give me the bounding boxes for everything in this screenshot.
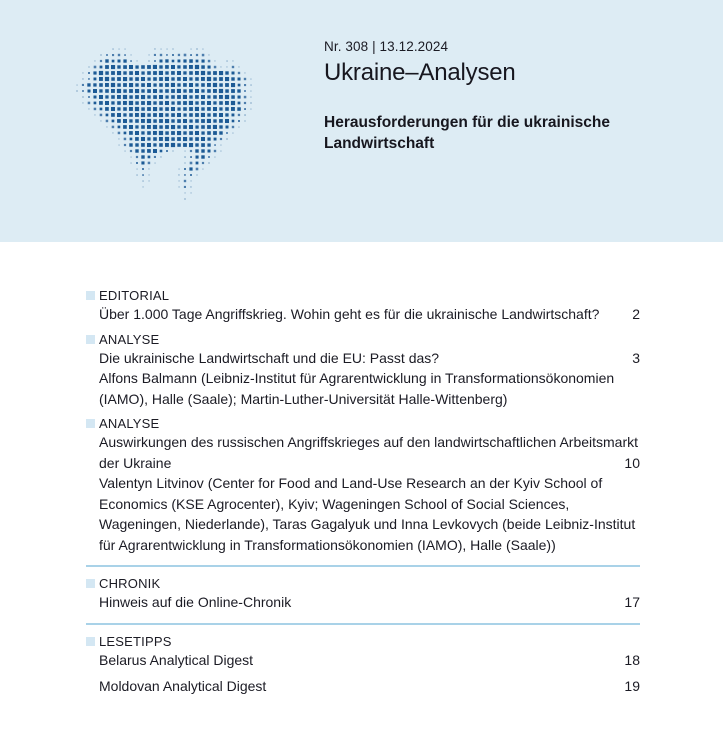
toc-entry[interactable] [0,304,723,325]
toc-entry-page-number: 19 [624,678,640,694]
toc-section-kicker [86,633,640,650]
square-bullet-icon [86,335,95,344]
toc-entry[interactable] [0,348,723,410]
publication-title: Ukraine–Analysen [324,59,516,86]
toc-entry[interactable] [86,592,640,613]
square-bullet-icon [86,291,95,300]
toc-entry[interactable] [0,432,723,555]
toc-section-kicker [0,415,723,432]
toc-entry-page-number: 17 [624,594,640,610]
toc-section-kicker [86,575,640,592]
publication-subtitle: Herausforderungen für die ukrainische Landwirtschaft [324,114,610,152]
square-bullet-icon [86,579,95,588]
square-bullet-icon [86,419,95,428]
table-of-contents [0,242,723,697]
toc-entry-page-number: 10 [624,454,640,471]
toc-entry[interactable] [86,650,640,671]
toc-entry-title[interactable]: Belarus Analytical Digest [99,651,254,668]
toc-section [86,623,640,697]
issue-line: Nr. 308 | 13.12.2024 [324,39,449,54]
toc-entry-page-number: 18 [624,651,640,668]
toc-entry-title[interactable]: Über 1.000 Tage Angriffskrieg. Wohin geht es für die ukrainische Landwirtschaft? [99,306,600,322]
toc-section-kicker-label: ANALYSE [99,416,160,431]
toc-section-kicker-label: CHRONIK [99,576,161,591]
toc-section [0,415,723,555]
square-bullet-icon [86,637,95,646]
toc-entry-title[interactable]: Die ukrainische Landwirtschaft und die EU: Passt das? [99,349,440,366]
toc-section [86,565,640,613]
toc-section-kicker-label: LESETIPPS [99,633,172,649]
ukraine-halftone-map-icon [72,42,252,202]
toc-entry-authors: Valentyn Litvinov (Center for Food and Land-Use Research an der Kyiv School of Economics (KSE Agrocenter), Kyiv; Wageningen School of Social Sciences, Wageningen, Niederlande), Taras Gagalyuk und Inna Levkovych (beide Leibniz-Institut für Agrarentwicklung in Transformationsökonomien (IAMO), Halle (Saale)) [99,475,636,553]
toc-section-kicker-label: ANALYSE [99,331,160,347]
masthead-text-block [324,38,654,154]
masthead-header [0,0,723,242]
toc-section-kicker [0,331,723,348]
toc-entry-title[interactable]: Auswirkungen des russischen Angriffskrieges auf den landwirtschaftlichen Arbeitsmarkt der Ukraine [99,434,639,471]
toc-section [0,331,723,410]
toc-entry-page-number: 3 [632,349,640,366]
toc-entry-title[interactable]: Hinweis auf die Online-Chronik [99,594,292,610]
toc-entry-title[interactable]: Moldovan Analytical Digest [99,678,267,694]
toc-section [0,287,723,325]
toc-section-kicker [0,287,723,304]
toc-entry[interactable] [86,676,640,697]
toc-entry-authors: Alfons Balmann (Leibniz-Institut für Agrarentwicklung in Transformationsökonomien (IAMO), Halle (Saale); Martin-Luther-Universität Halle-Wittenberg) [99,370,615,407]
toc-entry-page-number: 2 [632,306,640,322]
toc-section-kicker-label: EDITORIAL [99,288,170,303]
